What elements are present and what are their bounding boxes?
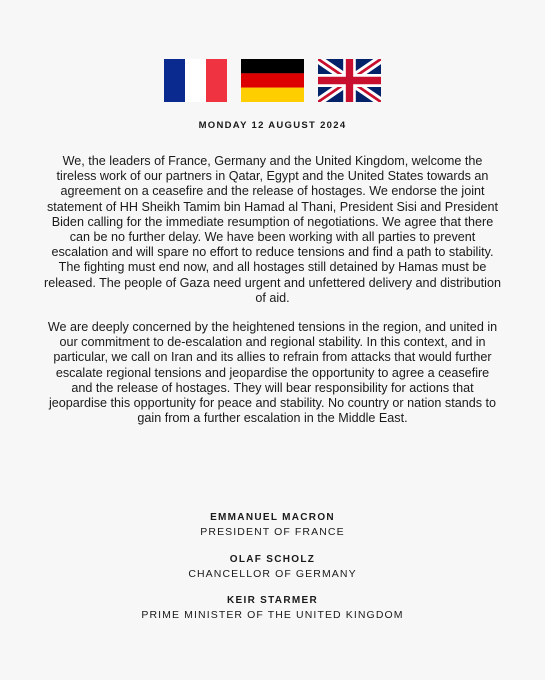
signatory-name: KEIR STARMER <box>227 595 318 606</box>
statement-paragraph: We, the leaders of France, Germany and the United Kingdom, welcome the tireless work of our partners in Qatar, Egypt and the United States towards an agreement on a ceasefire and the release of hostages. We endorse the joint statement of HH Sheikh Tamim bin Hamad al Thani, President Sisi and President Biden calling for the immediate resumption of negotiations. We agree that there can be no further delay. We have been working with all parties to prevent escalation and will spare no effort to reduce tensions and find a path to stability. The fighting must end now, and all hostages still detained by Hamas must be released. The people of Gaza need urgent and unfettered delivery and distribution of aid. <box>44 154 501 305</box>
signatory-starmer <box>0 594 545 622</box>
statement-body <box>44 154 501 440</box>
signatory-name: OLAF SCHOLZ <box>229 554 316 565</box>
signatory-name: EMMANUEL MACRON <box>210 512 335 523</box>
statement-paragraph: We are deeply concerned by the heightened tensions in the region, and united in our commitment to de-escalation and regional stability. In this context, and in particular, we call on Iran and its allies to refrain from attacks that would further escalate regional tensions and jeopardise the opportunity to agree a ceasefire and the release of hostages. They will bear responsibility for actions that jeopardise this opportunity for peace and stability. No country or nation stands to gain from a further escalation in the Middle East. <box>47 320 498 426</box>
statement-date: MONDAY 12 AUGUST 2024 <box>198 120 347 131</box>
signatory-scholz <box>0 553 545 581</box>
flags-row <box>0 59 545 102</box>
signatory-title: CHANCELLOR OF GERMANY <box>188 568 357 580</box>
germany-flag-icon <box>241 59 304 102</box>
france-flag-icon <box>164 59 227 102</box>
signatory-title: PRIME MINISTER OF THE UNITED KINGDOM <box>141 609 404 621</box>
signatory-title: PRESIDENT OF FRANCE <box>200 526 345 538</box>
uk-flag-icon <box>318 59 381 102</box>
signatory-macron <box>0 511 545 539</box>
